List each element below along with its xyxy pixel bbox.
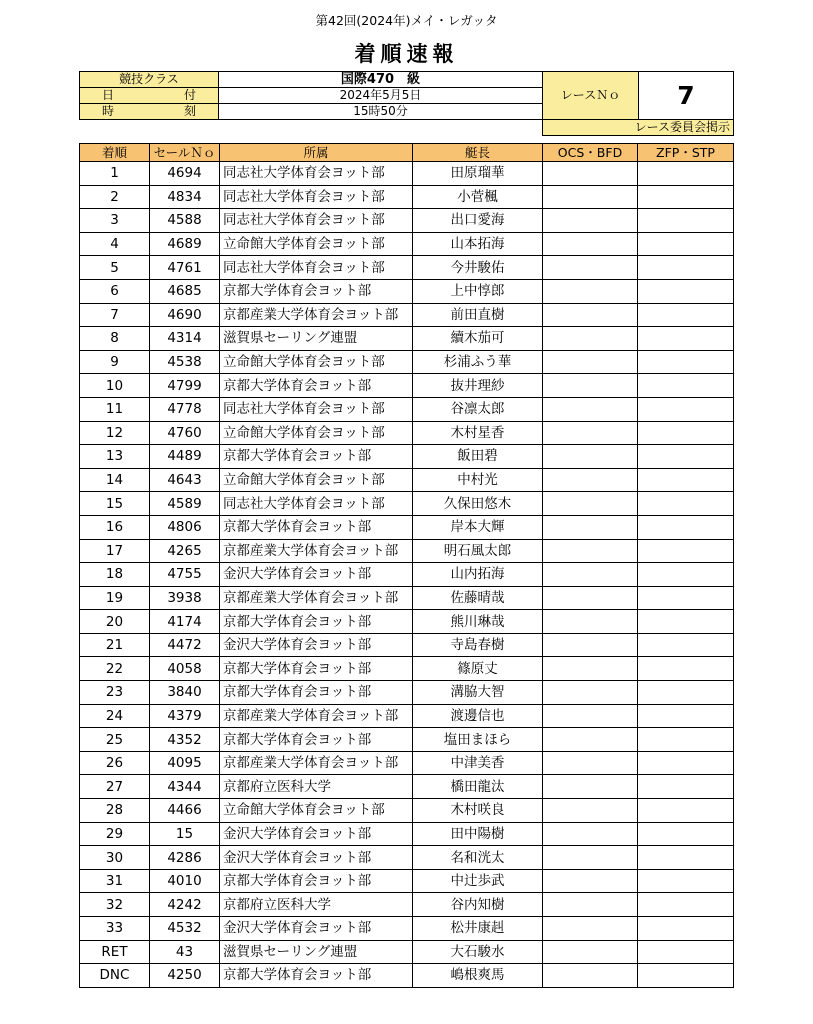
- affiliation-cell: 京都産業大学体育会ヨット部: [220, 704, 413, 728]
- zfp-stp-cell: [638, 775, 734, 799]
- zfp-stp-cell: [638, 822, 734, 846]
- zfp-stp-cell: [638, 515, 734, 539]
- zfp-stp-cell: [638, 421, 734, 445]
- sail-no-cell: 4538: [150, 350, 220, 374]
- ocs-bfd-cell: [543, 964, 638, 988]
- zfp-stp-cell: [638, 185, 734, 209]
- table-row: [80, 421, 734, 445]
- skipper-cell: 續木茄可: [413, 327, 543, 351]
- zfp-stp-cell: [638, 681, 734, 705]
- ocs-bfd-cell: [543, 397, 638, 421]
- column-header: OCS・BFD: [543, 144, 638, 162]
- table-row: [80, 209, 734, 233]
- affiliation-cell: 京都産業大学体育会ヨット部: [220, 751, 413, 775]
- table-row: [80, 539, 734, 563]
- place-cell: 8: [80, 327, 150, 351]
- time-value: 15時50分: [219, 104, 543, 120]
- table-row: [80, 681, 734, 705]
- place-cell: 19: [80, 586, 150, 610]
- sail-no-cell: 4352: [150, 728, 220, 752]
- zfp-stp-cell: [638, 917, 734, 941]
- skipper-cell: 渡邊信也: [413, 704, 543, 728]
- ocs-bfd-cell: [543, 799, 638, 823]
- ocs-bfd-cell: [543, 421, 638, 445]
- skipper-cell: 上中惇郎: [413, 279, 543, 303]
- place-cell: 13: [80, 445, 150, 469]
- zfp-stp-cell: [638, 633, 734, 657]
- table-row: [80, 232, 734, 256]
- table-row: [80, 822, 734, 846]
- place-cell: 22: [80, 657, 150, 681]
- affiliation-cell: 京都大学体育会ヨット部: [220, 681, 413, 705]
- zfp-stp-cell: [638, 940, 734, 964]
- skipper-cell: 谷内知樹: [413, 893, 543, 917]
- zfp-stp-cell: [638, 893, 734, 917]
- ocs-bfd-cell: [543, 704, 638, 728]
- ocs-bfd-cell: [543, 633, 638, 657]
- zfp-stp-cell: [638, 374, 734, 398]
- skipper-cell: 篠原丈: [413, 657, 543, 681]
- sail-no-cell: 4472: [150, 633, 220, 657]
- sail-no-cell: 4379: [150, 704, 220, 728]
- affiliation-cell: 金沢大学体育会ヨット部: [220, 563, 413, 587]
- ocs-bfd-cell: [543, 468, 638, 492]
- skipper-cell: 前田直樹: [413, 303, 543, 327]
- skipper-cell: 中村光: [413, 468, 543, 492]
- table-row: [80, 492, 734, 516]
- table-row: [80, 940, 734, 964]
- posted-by: レース委員会掲示: [543, 120, 734, 136]
- place-cell: 9: [80, 350, 150, 374]
- place-cell: 33: [80, 917, 150, 941]
- affiliation-cell: 滋賀県セーリング連盟: [220, 940, 413, 964]
- place-cell: 4: [80, 232, 150, 256]
- zfp-stp-cell: [638, 539, 734, 563]
- zfp-stp-cell: [638, 397, 734, 421]
- place-cell: 2: [80, 185, 150, 209]
- column-header: 着順: [80, 144, 150, 162]
- skipper-cell: 塩田まほら: [413, 728, 543, 752]
- zfp-stp-cell: [638, 799, 734, 823]
- zfp-stp-cell: [638, 209, 734, 233]
- affiliation-cell: 同志社大学体育会ヨット部: [220, 256, 413, 280]
- sail-no-cell: 4058: [150, 657, 220, 681]
- sail-no-cell: 4286: [150, 846, 220, 870]
- place-cell: 16: [80, 515, 150, 539]
- sail-no-cell: 4095: [150, 751, 220, 775]
- ocs-bfd-cell: [543, 162, 638, 186]
- ocs-bfd-cell: [543, 822, 638, 846]
- zfp-stp-cell: [638, 728, 734, 752]
- affiliation-cell: 京都大学体育会ヨット部: [220, 964, 413, 988]
- sail-no-cell: 3938: [150, 586, 220, 610]
- place-cell: RET: [80, 940, 150, 964]
- zfp-stp-cell: [638, 586, 734, 610]
- results-header-row: [80, 144, 734, 162]
- skipper-cell: 小菅楓: [413, 185, 543, 209]
- affiliation-cell: 京都大学体育会ヨット部: [220, 374, 413, 398]
- zfp-stp-cell: [638, 751, 734, 775]
- affiliation-cell: 京都大学体育会ヨット部: [220, 728, 413, 752]
- affiliation-cell: 金沢大学体育会ヨット部: [220, 822, 413, 846]
- date-value: 2024年5月5日: [219, 88, 543, 104]
- skipper-cell: 名和洸太: [413, 846, 543, 870]
- ocs-bfd-cell: [543, 327, 638, 351]
- ocs-bfd-cell: [543, 279, 638, 303]
- place-cell: 12: [80, 421, 150, 445]
- table-row: [80, 397, 734, 421]
- sail-no-cell: 4760: [150, 421, 220, 445]
- column-header: ZFP・STP: [638, 144, 734, 162]
- sail-no-cell: 4685: [150, 279, 220, 303]
- place-cell: 21: [80, 633, 150, 657]
- sail-no-cell: 4689: [150, 232, 220, 256]
- ocs-bfd-cell: [543, 185, 638, 209]
- table-row: [80, 374, 734, 398]
- sail-no-cell: 4265: [150, 539, 220, 563]
- column-header: セールＮｏ: [150, 144, 220, 162]
- ocs-bfd-cell: [543, 586, 638, 610]
- sail-no-cell: 4466: [150, 799, 220, 823]
- ocs-bfd-cell: [543, 350, 638, 374]
- skipper-cell: 大石駿水: [413, 940, 543, 964]
- sail-no-cell: 4799: [150, 374, 220, 398]
- affiliation-cell: 金沢大学体育会ヨット部: [220, 917, 413, 941]
- zfp-stp-cell: [638, 256, 734, 280]
- place-cell: 5: [80, 256, 150, 280]
- place-cell: 11: [80, 397, 150, 421]
- affiliation-cell: 京都産業大学体育会ヨット部: [220, 303, 413, 327]
- skipper-cell: 出口愛海: [413, 209, 543, 233]
- zfp-stp-cell: [638, 162, 734, 186]
- table-row: [80, 515, 734, 539]
- sail-no-cell: 4690: [150, 303, 220, 327]
- zfp-stp-cell: [638, 492, 734, 516]
- race-info-table: [79, 71, 734, 136]
- ocs-bfd-cell: [543, 374, 638, 398]
- sail-no-cell: 4778: [150, 397, 220, 421]
- zfp-stp-cell: [638, 964, 734, 988]
- table-row: [80, 327, 734, 351]
- sail-no-cell: 4834: [150, 185, 220, 209]
- skipper-cell: 久保田悠木: [413, 492, 543, 516]
- zfp-stp-cell: [638, 704, 734, 728]
- table-row: [80, 350, 734, 374]
- sail-no-cell: 4589: [150, 492, 220, 516]
- ocs-bfd-cell: [543, 232, 638, 256]
- skipper-cell: 岸本大輝: [413, 515, 543, 539]
- skipper-cell: 木村咲良: [413, 799, 543, 823]
- affiliation-cell: 京都大学体育会ヨット部: [220, 445, 413, 469]
- skipper-cell: 山本拓海: [413, 232, 543, 256]
- skipper-cell: 山内拓海: [413, 563, 543, 587]
- affiliation-cell: 金沢大学体育会ヨット部: [220, 633, 413, 657]
- skipper-cell: 今井駿佑: [413, 256, 543, 280]
- skipper-cell: 溝脇大智: [413, 681, 543, 705]
- zfp-stp-cell: [638, 563, 734, 587]
- regatta-name: 第42回(2024年)メイ・レガッタ: [315, 13, 498, 28]
- table-row: [80, 633, 734, 657]
- sail-no-cell: 4806: [150, 515, 220, 539]
- table-row: [80, 893, 734, 917]
- affiliation-cell: 京都大学体育会ヨット部: [220, 610, 413, 634]
- place-cell: 25: [80, 728, 150, 752]
- skipper-cell: 中津美香: [413, 751, 543, 775]
- affiliation-cell: 同志社大学体育会ヨット部: [220, 185, 413, 209]
- zfp-stp-cell: [638, 846, 734, 870]
- table-row: [80, 799, 734, 823]
- class-label: 競技クラス: [80, 72, 219, 88]
- class-value: 国際470 級: [219, 72, 543, 88]
- zfp-stp-cell: [638, 279, 734, 303]
- table-row: [80, 162, 734, 186]
- place-cell: 6: [80, 279, 150, 303]
- affiliation-cell: 同志社大学体育会ヨット部: [220, 492, 413, 516]
- ocs-bfd-cell: [543, 893, 638, 917]
- zfp-stp-cell: [638, 303, 734, 327]
- ocs-bfd-cell: [543, 563, 638, 587]
- table-row: [80, 869, 734, 893]
- affiliation-cell: 立命館大学体育会ヨット部: [220, 468, 413, 492]
- sail-no-cell: 4532: [150, 917, 220, 941]
- table-row: [80, 704, 734, 728]
- ocs-bfd-cell: [543, 751, 638, 775]
- place-cell: 17: [80, 539, 150, 563]
- sail-no-cell: 4489: [150, 445, 220, 469]
- affiliation-cell: 京都府立医科大学: [220, 775, 413, 799]
- zfp-stp-cell: [638, 350, 734, 374]
- affiliation-cell: 滋賀県セーリング連盟: [220, 327, 413, 351]
- sail-no-cell: 15: [150, 822, 220, 846]
- zfp-stp-cell: [638, 445, 734, 469]
- table-row: [80, 279, 734, 303]
- place-cell: 26: [80, 751, 150, 775]
- sail-no-cell: 3840: [150, 681, 220, 705]
- skipper-cell: 田中陽樹: [413, 822, 543, 846]
- ocs-bfd-cell: [543, 917, 638, 941]
- zfp-stp-cell: [638, 610, 734, 634]
- ocs-bfd-cell: [543, 610, 638, 634]
- affiliation-cell: 京都大学体育会ヨット部: [220, 657, 413, 681]
- skipper-cell: 抜井理紗: [413, 374, 543, 398]
- zfp-stp-cell: [638, 232, 734, 256]
- place-cell: 32: [80, 893, 150, 917]
- skipper-cell: 明石風太郎: [413, 539, 543, 563]
- table-row: [80, 563, 734, 587]
- place-cell: 29: [80, 822, 150, 846]
- skipper-cell: 谷凛太郎: [413, 397, 543, 421]
- sail-no-cell: 4010: [150, 869, 220, 893]
- sail-no-cell: 4643: [150, 468, 220, 492]
- results-table: [79, 143, 734, 988]
- skipper-cell: 嶋根爽馬: [413, 964, 543, 988]
- ocs-bfd-cell: [543, 209, 638, 233]
- ocs-bfd-cell: [543, 775, 638, 799]
- affiliation-cell: 京都府立医科大学: [220, 893, 413, 917]
- ocs-bfd-cell: [543, 869, 638, 893]
- table-row: [80, 610, 734, 634]
- place-cell: 18: [80, 563, 150, 587]
- affiliation-cell: 金沢大学体育会ヨット部: [220, 846, 413, 870]
- affiliation-cell: 同志社大学体育会ヨット部: [220, 397, 413, 421]
- place-cell: 14: [80, 468, 150, 492]
- table-row: [80, 468, 734, 492]
- skipper-cell: 木村星香: [413, 421, 543, 445]
- place-cell: 1: [80, 162, 150, 186]
- sail-no-cell: 4761: [150, 256, 220, 280]
- table-row: [80, 728, 734, 752]
- ocs-bfd-cell: [543, 657, 638, 681]
- zfp-stp-cell: [638, 327, 734, 351]
- zfp-stp-cell: [638, 869, 734, 893]
- place-cell: 31: [80, 869, 150, 893]
- place-cell: 23: [80, 681, 150, 705]
- sail-no-cell: 4588: [150, 209, 220, 233]
- place-cell: 20: [80, 610, 150, 634]
- place-cell: 3: [80, 209, 150, 233]
- ocs-bfd-cell: [543, 846, 638, 870]
- sail-no-cell: 4755: [150, 563, 220, 587]
- sail-no-cell: 4314: [150, 327, 220, 351]
- skipper-cell: 熊川琳哉: [413, 610, 543, 634]
- race-no-value: 7: [639, 72, 734, 120]
- table-row: [80, 775, 734, 799]
- sail-no-cell: 43: [150, 940, 220, 964]
- table-row: [80, 445, 734, 469]
- ocs-bfd-cell: [543, 681, 638, 705]
- place-cell: 15: [80, 492, 150, 516]
- ocs-bfd-cell: [543, 492, 638, 516]
- affiliation-cell: 立命館大学体育会ヨット部: [220, 799, 413, 823]
- skipper-cell: 寺島春樹: [413, 633, 543, 657]
- ocs-bfd-cell: [543, 303, 638, 327]
- place-cell: 7: [80, 303, 150, 327]
- affiliation-cell: 京都大学体育会ヨット部: [220, 279, 413, 303]
- affiliation-cell: 同志社大学体育会ヨット部: [220, 162, 413, 186]
- ocs-bfd-cell: [543, 445, 638, 469]
- skipper-cell: 橋田龍汰: [413, 775, 543, 799]
- column-header: 艇長: [413, 144, 543, 162]
- race-no-label: レースＮｏ: [543, 72, 639, 120]
- place-cell: 28: [80, 799, 150, 823]
- affiliation-cell: 立命館大学体育会ヨット部: [220, 421, 413, 445]
- skipper-cell: 佐藤晴哉: [413, 586, 543, 610]
- table-row: [80, 657, 734, 681]
- table-row: [80, 256, 734, 280]
- sail-no-cell: 4250: [150, 964, 220, 988]
- skipper-cell: 松井康赳: [413, 917, 543, 941]
- sail-no-cell: 4174: [150, 610, 220, 634]
- table-row: [80, 964, 734, 988]
- skipper-cell: 中辻歩武: [413, 869, 543, 893]
- ocs-bfd-cell: [543, 940, 638, 964]
- date-label: 日付: [80, 88, 219, 104]
- affiliation-cell: 立命館大学体育会ヨット部: [220, 232, 413, 256]
- page-title: 着順速報: [354, 42, 459, 66]
- affiliation-cell: 京都産業大学体育会ヨット部: [220, 539, 413, 563]
- affiliation-cell: 京都大学体育会ヨット部: [220, 515, 413, 539]
- table-row: [80, 846, 734, 870]
- affiliation-cell: 京都産業大学体育会ヨット部: [220, 586, 413, 610]
- ocs-bfd-cell: [543, 256, 638, 280]
- skipper-cell: 飯田碧: [413, 445, 543, 469]
- ocs-bfd-cell: [543, 515, 638, 539]
- skipper-cell: 杉浦ふう華: [413, 350, 543, 374]
- place-cell: DNC: [80, 964, 150, 988]
- time-label: 時刻: [80, 104, 219, 120]
- place-cell: 10: [80, 374, 150, 398]
- column-header: 所属: [220, 144, 413, 162]
- affiliation-cell: 京都大学体育会ヨット部: [220, 869, 413, 893]
- place-cell: 24: [80, 704, 150, 728]
- skipper-cell: 田原瑠華: [413, 162, 543, 186]
- table-row: [80, 917, 734, 941]
- place-cell: 27: [80, 775, 150, 799]
- sail-no-cell: 4694: [150, 162, 220, 186]
- place-cell: 30: [80, 846, 150, 870]
- table-row: [80, 586, 734, 610]
- sail-no-cell: 4344: [150, 775, 220, 799]
- affiliation-cell: 同志社大学体育会ヨット部: [220, 209, 413, 233]
- table-row: [80, 751, 734, 775]
- ocs-bfd-cell: [543, 728, 638, 752]
- sail-no-cell: 4242: [150, 893, 220, 917]
- table-row: [80, 303, 734, 327]
- zfp-stp-cell: [638, 468, 734, 492]
- ocs-bfd-cell: [543, 539, 638, 563]
- table-row: [80, 185, 734, 209]
- zfp-stp-cell: [638, 657, 734, 681]
- affiliation-cell: 立命館大学体育会ヨット部: [220, 350, 413, 374]
